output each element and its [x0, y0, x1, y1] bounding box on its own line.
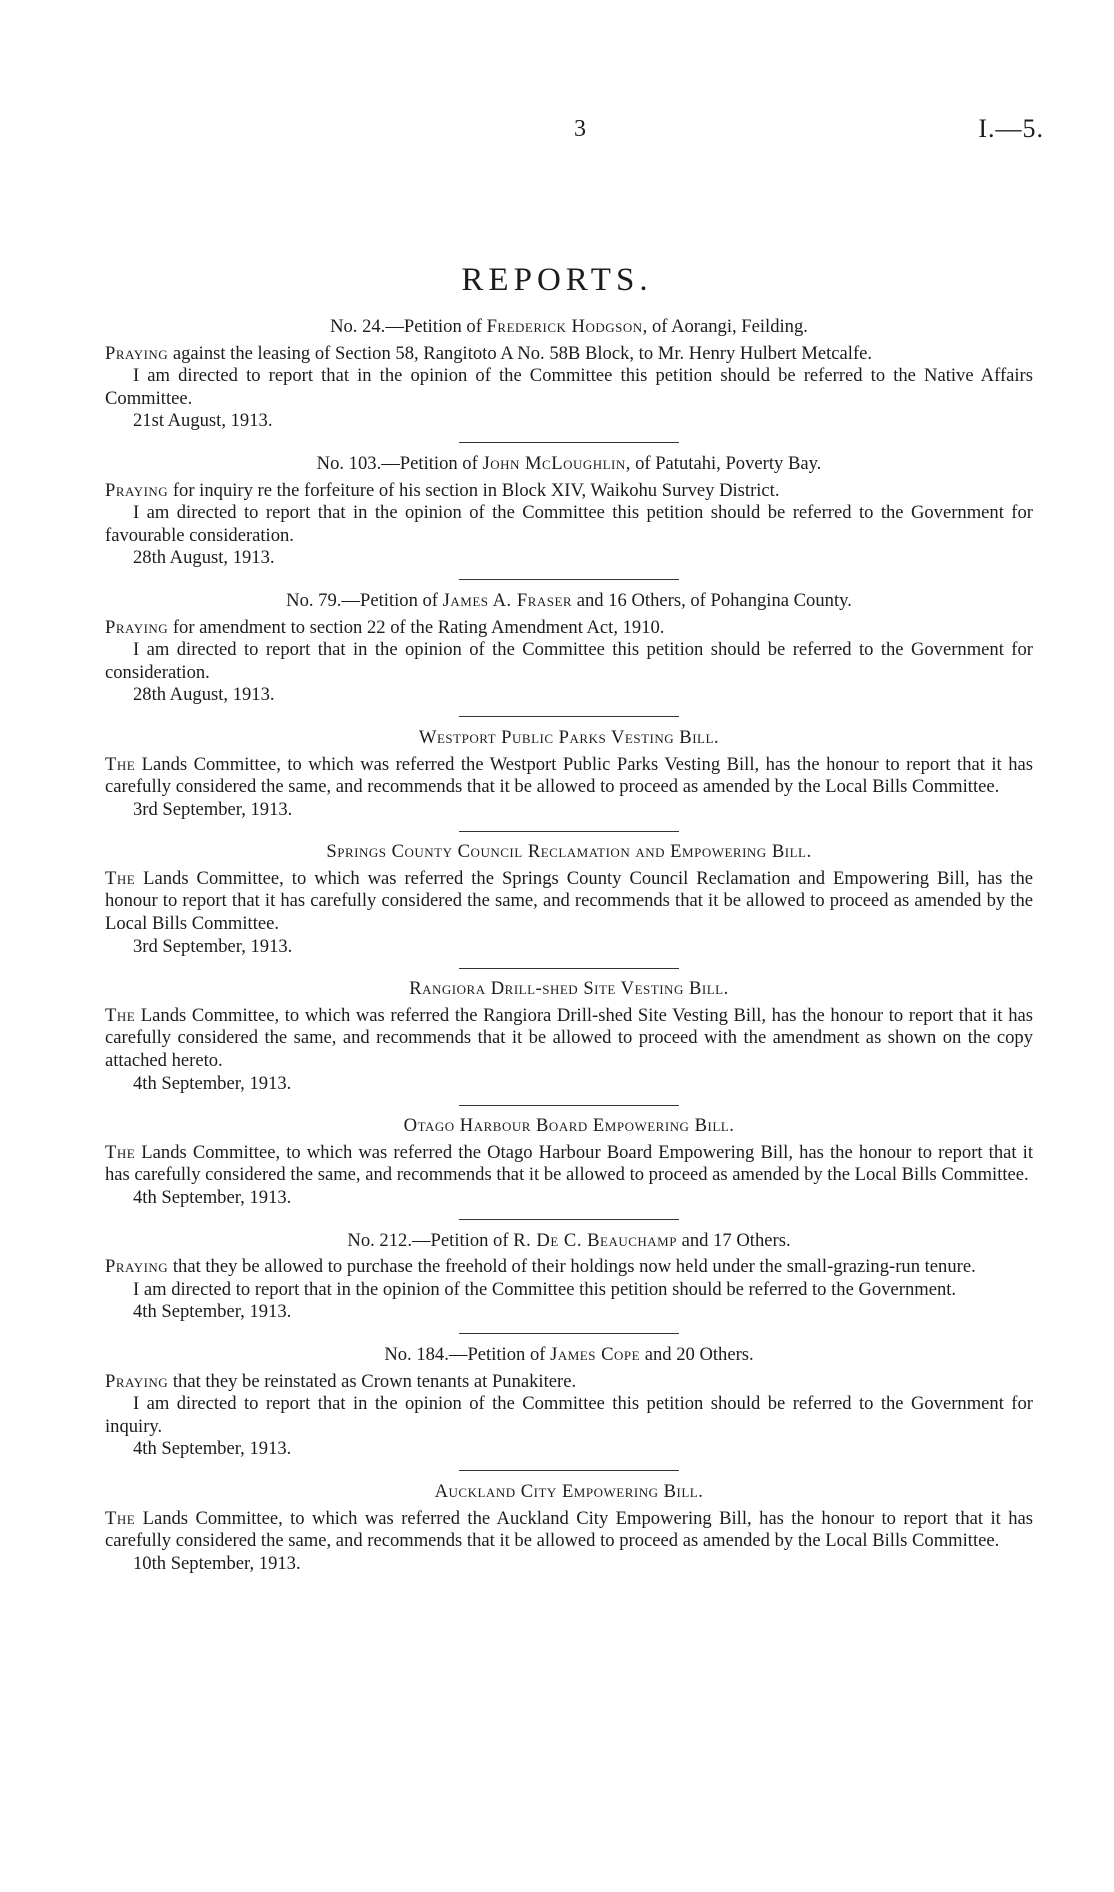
page-title: REPORTS.: [461, 262, 653, 298]
body-lead-word: Praying: [105, 342, 169, 364]
report-date: 4th September, 1913.: [133, 1072, 292, 1094]
section-body: [105, 1142, 1033, 1187]
report-section: [105, 453, 1033, 590]
body-lead-word: Praying: [105, 479, 169, 501]
heading-sc: Otago Harbour Board Empowering Bill.: [403, 1115, 735, 1137]
body-lead-word: The: [105, 1141, 136, 1163]
section-heading: [105, 1344, 1033, 1367]
body-lead-word: The: [105, 867, 136, 889]
section-heading: [105, 1481, 1033, 1504]
report-section: [105, 727, 1033, 841]
section-heading: [105, 1230, 1033, 1253]
committee-report: I am directed to report that in the opinion of the Committee this petition should be referred to the Government for favourable consideration.: [105, 502, 1033, 546]
heading-tail: , of Patutahi, Poverty Bay.: [625, 452, 822, 474]
body-lead-word: The: [105, 753, 136, 775]
section-body: [105, 1508, 1033, 1553]
heading-plain: No. 184.—Petition of: [384, 1343, 551, 1365]
heading-plain: No. 24.—Petition of: [330, 316, 487, 337]
report-date: 10th September, 1913.: [133, 1552, 301, 1574]
report-section: [105, 1230, 1033, 1344]
committee-report: I am directed to report that in the opinion of the Committee this petition should be referred to the Government for inquiry.: [105, 1393, 1033, 1437]
heading-sc: Rangiora Drill-shed Site Vesting Bill.: [409, 978, 729, 1000]
body-text: that they be allowed to purchase the freehold of their holdings now held under the small-grazing-run tenure.: [168, 1256, 976, 1278]
section-body: [105, 617, 1033, 640]
report-date: 3rd September, 1913.: [133, 935, 293, 957]
body-lead-word: The: [105, 1507, 136, 1529]
section-divider: [105, 958, 1033, 978]
section-divider: [105, 1095, 1033, 1115]
section-heading: [105, 590, 1033, 613]
report-date: 21st August, 1913.: [133, 410, 273, 432]
body-text: for inquiry re the forfeiture of his section in Block XIV, Waikohu Survey District.: [168, 479, 780, 501]
section-divider: [105, 1210, 1033, 1230]
report-date: 3rd September, 1913.: [133, 798, 293, 820]
heading-sc: Frederick Hodgson: [486, 316, 643, 337]
heading-tail: , of Aorangi, Feilding.: [642, 316, 808, 337]
section-body: [105, 480, 1033, 503]
section-heading: [105, 841, 1033, 864]
report-section: [105, 1115, 1033, 1229]
section-body: [105, 1005, 1033, 1073]
section-heading: [105, 727, 1033, 750]
report-date: 4th September, 1913.: [133, 1187, 292, 1208]
body-text: that they be reinstated as Crown tenants at Punakitere.: [168, 1370, 577, 1392]
heading-sc: James Cope: [550, 1343, 641, 1365]
section-divider: [105, 707, 1033, 727]
heading-sc: Springs County Council Reclamation and Empowering Bill.: [326, 841, 812, 863]
section-divider: [105, 821, 1033, 841]
heading-sc: John McLoughlin: [482, 452, 626, 474]
heading-tail: and 20 Others.: [640, 1343, 754, 1365]
heading-tail: and 17 Others.: [676, 1229, 791, 1251]
document-reference: I.—5.: [978, 114, 1044, 143]
body-text: Lands Committee, to which was referred the Westport Public Parks Vesting Bill, has the honour to report that it has carefully considered the same, and recommends that it be allowed to proceed as amended by the Local Bills Committee.: [105, 753, 1033, 798]
body-lead-word: Praying: [105, 1256, 169, 1278]
report-date: 4th September, 1913.: [133, 1438, 292, 1460]
section-body: [105, 1371, 1033, 1394]
heading-sc: Westport Public Parks Vesting Bill.: [418, 726, 720, 748]
body-lead-word: Praying: [105, 1370, 169, 1392]
body-text: Lands Committee, to which was referred the Auckland City Empowering Bill, has the honour to report that it has carefully considered the same, and recommends that it be allowed to proceed as amended by the Local Bills Committee.: [105, 1507, 1033, 1552]
report-date: 28th August, 1913.: [133, 547, 275, 569]
section-body: [105, 1256, 1033, 1279]
section-divider: [105, 570, 1033, 590]
heading-plain: No. 79.—Petition of: [286, 589, 443, 611]
body-text: Lands Committee, to which was referred the Springs County Council Reclamation and Empowering Bill, has the honour to report that it has carefully considered the same, and recommends that it be allowed to proceed as amended by the Local Bills Committee.: [105, 867, 1033, 935]
section-body: [105, 343, 1033, 366]
heading-tail: and 16 Others, of Pohangina County.: [572, 589, 852, 611]
heading-plain: No. 212.—Petition of: [347, 1229, 514, 1251]
section-heading: [105, 453, 1033, 476]
body-lead-word: The: [105, 1004, 136, 1026]
heading-sc: R. De C. Beauchamp: [513, 1229, 677, 1251]
reports-list: [105, 316, 1033, 1575]
report-section: [105, 590, 1033, 727]
section-divider: [105, 433, 1033, 453]
section-divider: [105, 1324, 1033, 1344]
body-text: for amendment to section 22 of the Rating Amendment Act, 1910.: [168, 616, 665, 638]
heading-sc: Auckland City Empowering Bill.: [434, 1480, 704, 1502]
report-section: [105, 841, 1033, 978]
heading-sc: James A. Fraser: [442, 589, 573, 611]
section-divider: [105, 1461, 1033, 1481]
report-section: [105, 1481, 1033, 1575]
committee-report: I am directed to report that in the opinion of the Committee this petition should be referred to the Government for consideration.: [105, 639, 1033, 683]
committee-report: I am directed to report that in the opinion of the Committee this petition should be referred to the Native Affairs Committee.: [105, 365, 1033, 409]
section-body: [105, 754, 1033, 799]
section-heading: [105, 978, 1033, 1001]
section-heading: [105, 316, 1033, 339]
body-text: against the leasing of Section 58, Rangitoto A No. 58B Block, to Mr. Henry Hulbert Metcalfe.: [168, 342, 873, 364]
committee-report: I am directed to report that in the opinion of the Committee this petition should be referred to the Government.: [133, 1278, 957, 1300]
body-lead-word: Praying: [105, 616, 169, 638]
page-number: 3: [574, 116, 586, 142]
report-section: [105, 978, 1033, 1115]
body-text: Lands Committee, to which was referred the Otago Harbour Board Empowering Bill, has the honour to report that it has carefully considered the same, and recommends that it be allowed to proceed as amended by the Local Bills Committee.: [105, 1141, 1033, 1186]
body-text: Lands Committee, to which was referred the Rangiora Drill-shed Site Vesting Bill, has the honour to report that it has carefully considered the same, and recommends that it be allowed to proceed with the amendment as shown on the copy attached hereto.: [105, 1004, 1033, 1072]
report-date: 28th August, 1913.: [133, 684, 275, 706]
report-date: 4th September, 1913.: [133, 1301, 292, 1323]
section-body: [105, 868, 1033, 936]
section-heading: [105, 1115, 1033, 1138]
heading-plain: No. 103.—Petition of: [316, 452, 483, 474]
report-section: [105, 1344, 1033, 1481]
report-section: [105, 316, 1033, 453]
